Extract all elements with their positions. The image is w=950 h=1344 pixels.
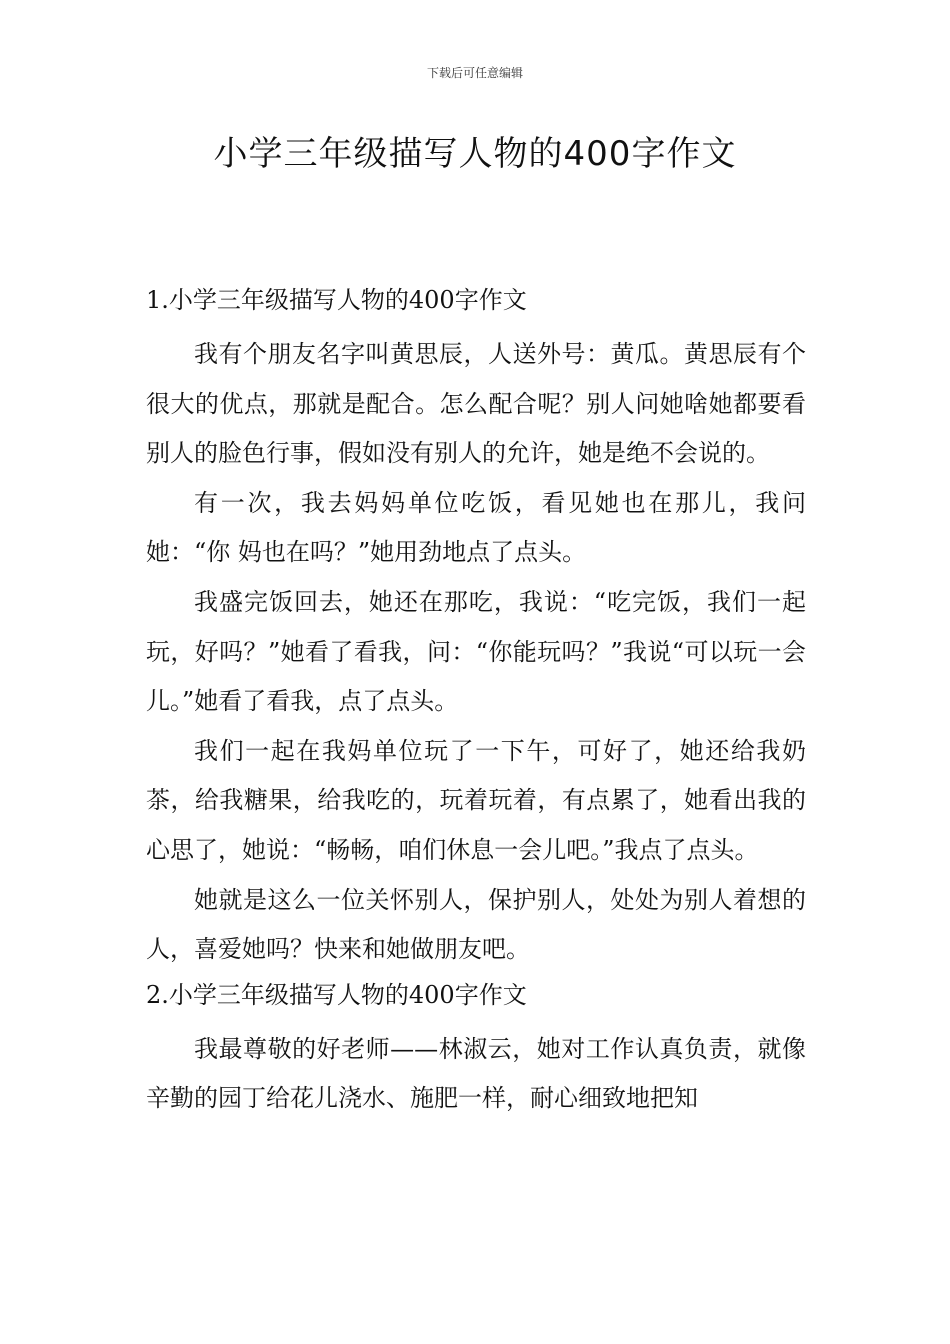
document-title: 小学三年级描写人物的400字作文	[213, 134, 737, 174]
paragraph: 我们一起在我妈单位玩了一下午，可好了，她还给我奶茶，给我糖果，给我吃的，玩着玩着，有点累了，她看出我的心思了，她说：“畅畅，咱们休息一会儿吧。”我点了点头。	[146, 736, 806, 864]
header-note: 下载后可任意编辑	[426, 66, 523, 80]
section-heading-2: 2.小学三年级描写人物的400字作文	[146, 980, 527, 1009]
document-body	[146, 280, 806, 1124]
section-heading-1: 1.小学三年级描写人物的400字作文	[146, 286, 527, 314]
paragraph: 有一次，我去妈妈单位吃饭，看见她也在那儿，我问她：“你 妈也在吗？”她用劲地点了点头。	[146, 488, 806, 567]
paragraph: 她就是这么一位关怀别人，保护别人，处处为别人着想的人，喜爱她吗？快来和她做朋友吧。	[146, 885, 806, 964]
paragraph: 我盛完饭回去，她还在那吃，我说：“吃完饭，我们一起玩，好吗？”她看了看我，问：“你能玩吗？”我说“可以玩一会儿。”她看了看我，点了点头。	[146, 587, 806, 716]
paragraph: 我最尊敬的好老师——林淑云，她对工作认真负责，就像辛勤的园丁给花儿浇水、施肥一样，耐心细致地把知	[146, 1034, 806, 1113]
paragraph: 我有个朋友名字叫黄思辰，人送外号：黄瓜。黄思辰有个很大的优点，那就是配合。怎么配合呢？别人问她啥她都要看别人的脸色行事，假如没有别人的允许，她是绝不会说的。	[146, 340, 806, 468]
